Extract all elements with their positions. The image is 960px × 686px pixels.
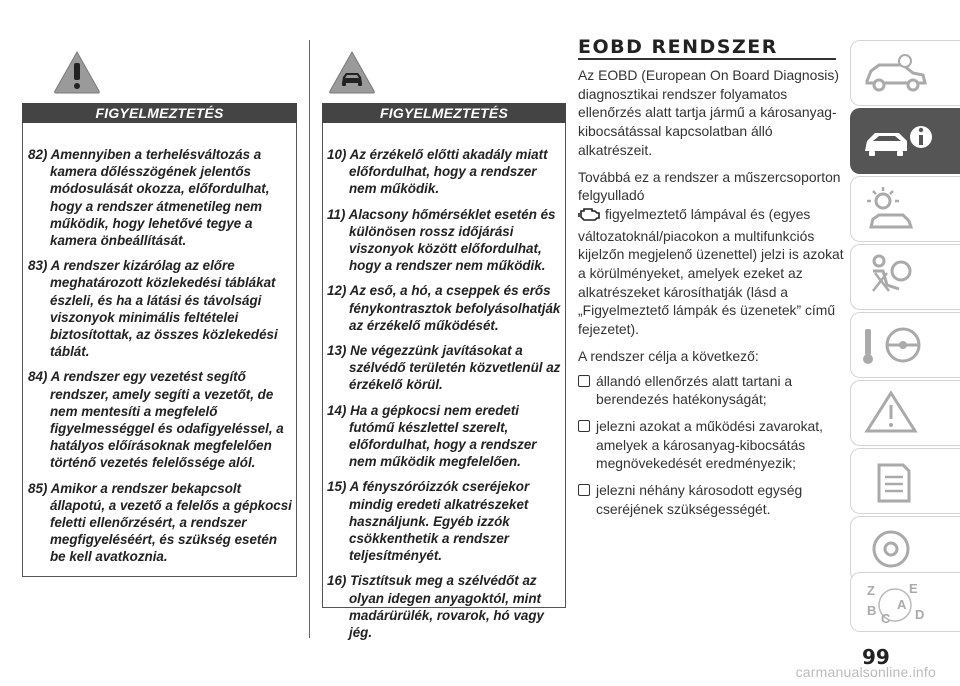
- safety-airbag-icon: [859, 251, 939, 305]
- warning-title-bar: [322, 103, 566, 123]
- paragraph: [578, 168, 846, 339]
- svg-text:E: E: [909, 581, 918, 596]
- section-heading: EOBD RENDSZER: [578, 36, 778, 58]
- tab-warning-lights[interactable]: [850, 176, 960, 242]
- warning-list: [327, 146, 563, 649]
- warning-item: 84) A rendszer egy vezetést segítő rendszer, amely segíti a vezetőt, de nem mentesíti a megfelelő figyelmességgel és odafigyeléssel, a hatályos előírásoknak megfelelően történő vezetés felelőssége alól.: [28, 369, 284, 471]
- bullet-text: jelezni azokat a működési zavarokat, amelyek a károsanyag-kibocsátás megnövekedését eredményezik;: [596, 417, 823, 472]
- paragraph-text: Továbbá ez a rendszer a műszercsoporton felgyulladó: [578, 168, 841, 204]
- bullet-box-icon: [578, 420, 590, 432]
- warning-title-bar: [22, 103, 297, 123]
- svg-text:Z: Z: [867, 583, 875, 598]
- warning-item: 15) A fényszóróizzók cseréjekor mindig eredeti alkatrészeket használjunk. Egyéb izzók csökkenthetik a rendszer teljesítményét.: [327, 479, 530, 564]
- tab-car-info[interactable]: [850, 108, 960, 174]
- svg-text:C: C: [881, 611, 891, 626]
- warning-item: 16) Tisztítsuk meg a szélvédőt az olyan idegen anyagoktól, mint madárürülék, rovarok, hó vagy jég.: [327, 573, 544, 641]
- eobd-body: [578, 66, 846, 526]
- warning-title: FIGYELMEZTETÉS: [95, 105, 224, 121]
- warning-title: FIGYELMEZTETÉS: [379, 105, 509, 121]
- warning-item: 13) Ne végezzünk javításokat a szélvédő területén közvetlenül az érzékelő körül.: [327, 343, 561, 393]
- paragraph: Az EOBD (European On Board Diagnosis) diagnosztikai rendszer folyamatos ellenőrzés alatt tartja jármű a károsanyag-kibocsátással kapcsolatban álló alkatrészeit.: [578, 67, 839, 158]
- svg-text:D: D: [915, 607, 925, 622]
- tab-safety[interactable]: [850, 244, 960, 310]
- engine-check-icon: [578, 207, 602, 227]
- bullet-item: [578, 481, 846, 518]
- car-overview-icon: [859, 47, 939, 101]
- warning-item: 11) Alacsony hőmérséklet esetén és különösen rossz időjárási viszonyok között előfordulhat, hogy a rendszer nem működik.: [327, 206, 556, 274]
- warning-list: [28, 146, 294, 574]
- warning-lights-icon: [859, 183, 939, 237]
- tab-maintenance[interactable]: [850, 448, 960, 514]
- warning-triangle-icon: [52, 49, 102, 100]
- watermark-text: carmanualsonline.info: [795, 664, 936, 680]
- bullet-box-icon: [578, 484, 590, 496]
- warning-item: 83) A rendszer kizárólag az előre meghatározott közlekedési táblákat észleli, és ha a látási és távolsági viszonyok minimális feltételei biztosítottak, az összes közlekedési táblát.: [28, 258, 278, 360]
- column-divider: [309, 40, 310, 638]
- tab-emergency[interactable]: [850, 380, 960, 446]
- warning-item: 82) Amennyiben a terhelésváltozás a kamera dőlésszögének jelentős módosulását okozza, előfordulhat, hogy a rendszer átmenetileg nem működik, hogy lehetővé tegye a kamera önbeállítását.: [28, 147, 270, 249]
- page-number: 99: [862, 645, 890, 669]
- svg-text:A: A: [897, 597, 907, 612]
- tab-starting-driving[interactable]: [850, 312, 960, 378]
- tab-car-overview[interactable]: [850, 40, 960, 106]
- watermark: [0, 664, 960, 680]
- heading-rule: [578, 58, 836, 60]
- starting-driving-icon: [859, 319, 939, 373]
- bullet-item: [578, 417, 846, 473]
- paragraph-text: figyelmeztető lámpával és (egyes változatoknál/piacokon a multifunkciós kijelzőn megjelenő üzenettel) jelzi is azokat a körülményeket, amelyek ezeket az alkatrészeket károsíthatják (lásd a „Figyelmeztető lámpák és üzenetek” című fejezetet).: [578, 205, 844, 338]
- bullet-box-icon: [578, 375, 590, 387]
- warning-item: 12) Az eső, a hó, a cseppek és erős fénykontrasztok befolyásolhatják az érzékelő működését.: [327, 283, 561, 333]
- car-warning-triangle-icon: [327, 49, 377, 100]
- bullet-text: állandó ellenőrzés alatt tartani a berendezés hatékonyságát;: [596, 372, 793, 408]
- warning-item: 14) Ha a gépkocsi nem eredeti futómű készlettel szerelt, előfordulhat, hogy a rendszer nem működik megfelelően.: [327, 402, 537, 470]
- maintenance-icon: [859, 455, 939, 509]
- bullet-text: jelezni néhány károsodott egység cseréjének szükségességét.: [596, 482, 803, 517]
- svg-text:B: B: [867, 603, 877, 618]
- bullet-item: [578, 372, 846, 409]
- paragraph: A rendszer célja a következő:: [578, 347, 759, 364]
- warning-item: 85) Amikor a rendszer bekapcsolt állapotú, a vezető a felelős a gépkocsi feletti ellenőrzésért, a rendszer megfigyeléséért, és szükség esetén be kell avatkoznia.: [28, 480, 292, 565]
- warning-item: 10) Az érzékelő előtti akadály miatt előfordulhat, hogy a rendszer nem működik.: [327, 147, 548, 197]
- emergency-icon: [859, 387, 939, 441]
- tab-index[interactable]: [850, 572, 960, 632]
- car-info-icon: [859, 115, 939, 169]
- technical-data-icon: [859, 523, 939, 577]
- index-icon: [859, 579, 939, 629]
